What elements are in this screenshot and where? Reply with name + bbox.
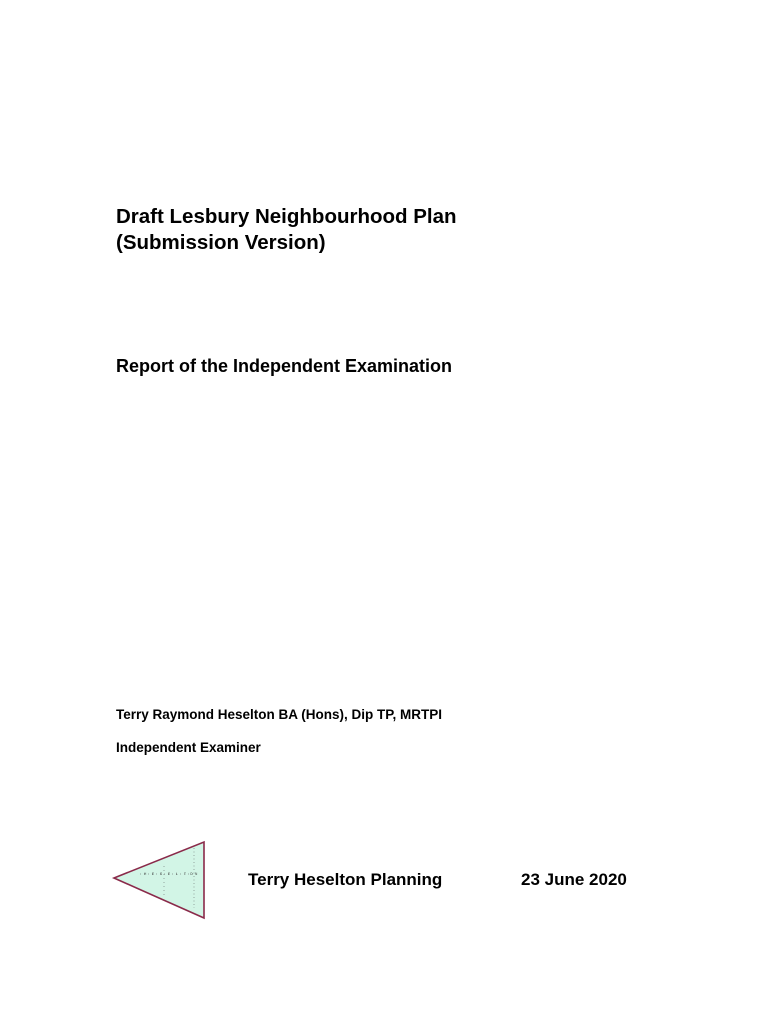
svg-text:L: L bbox=[176, 872, 178, 877]
title-line-2: (Submission Version) bbox=[116, 231, 326, 254]
report-date: 23 June 2020 bbox=[521, 870, 627, 889]
company-name: Terry Heselton Planning bbox=[248, 870, 443, 889]
svg-text:T: T bbox=[184, 872, 186, 877]
svg-text:H: H bbox=[144, 872, 147, 877]
triangle-logo-icon bbox=[110, 838, 210, 922]
svg-text:N: N bbox=[195, 872, 198, 877]
svg-text:E: E bbox=[152, 872, 155, 877]
author-role: Independent Examiner bbox=[116, 740, 261, 755]
report-subtitle: Report of the Independent Examination bbox=[116, 356, 453, 376]
title-line-1: Draft Lesbury Neighbourhood Plan bbox=[116, 205, 457, 228]
svg-text:S: S bbox=[160, 872, 163, 877]
svg-text:O: O bbox=[190, 872, 193, 877]
author-name: Terry Raymond Heselton BA (Hons), Dip TP, MRTPI bbox=[116, 707, 443, 722]
document-title bbox=[116, 204, 676, 256]
svg-text:E: E bbox=[168, 872, 171, 877]
